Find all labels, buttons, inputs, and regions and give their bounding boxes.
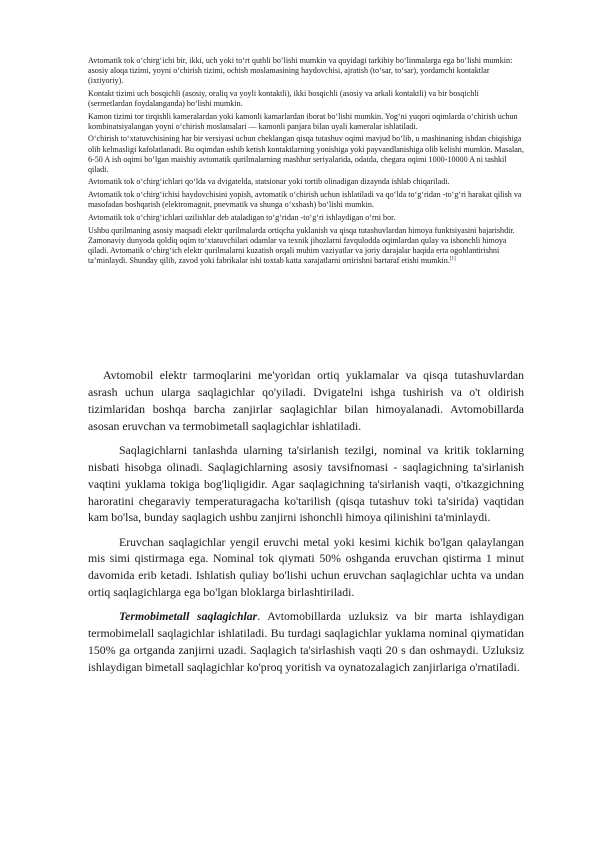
main-text-block [88, 367, 524, 683]
small-paragraph: Avtomatik tok o‘chirg‘ichisi haydovchisini yopish, avtomatik o‘chirish uchun ishlatiladi va qo‘lda to‘g‘ridan -to‘g‘ri harakat qilish va masofadan boshqarish (elektromagnit, pnevmatik va shunga o‘xshash) bo‘lishi mumkin. [88, 190, 522, 210]
small-paragraph: Kontakt tizimi uch bosqichli (asosiy, oraliq va yoyli kontaktli), ikki bosqichli (asosiy va arkali kontaktli) va bir bosqichli (sermetlardan foydalanganda) bo‘lishi mumkin. [88, 88, 479, 108]
body-paragraph-2: Saqlagichlarni tanlashda ularning ta'sirlanish tezilgi, nominal va kritik toklarning nisbati hisobga olinadi. Saqlagichlarning asosiy tavsifnomasi - saqlagichning ta'sirlanish vaqtini yuklama tokiga bog'liqligidir. Agar saqlagichning ta'sirlanish vaqti, o'tkazgichning haroratini chegaraviy temperaturagacha ko'tarilish (qisqa tutashuv toki ta'sirida) vaqtidan kam bo'lsa, bunday saqlagich ushbu zanjirni ishonchli himoya qilinishini ta'minlaydi. [88, 442, 524, 525]
small-paragraph: Avtomatik tok o‘chirg‘ichi bir, ikki, uch yoki to‘rt qutbli bo‘lishi mumkin va quyidagi tarkibiy bo‘linmalarga ega bo‘lishi mumkin: asosiy aloqa tizimi, yoyni o‘chirish tizimi, ochish moslamasining haydovchisi, ajratish (to‘sar, to‘sar), yordamchi kontaktlar (ixtiyoriy). [88, 56, 513, 86]
small-paragraph: O‘chirish to‘xtatuvchisining har bir versiyasi uchun cheklangan qisqa tutashuv oqimi mavjud bo‘lib, u mashinaning ishdan chiqishiga olib kelmasligi kafolatlanadi. Bu oqimdan oshib ketish kontaktlarning yonishiga yoki payvandlanishiga olib kelishi mumkin. Masalan, 6-50 A ish oqimi bo‘lgan maishiy avtomatik qurilmalarning mashhur seriyalarida, odatda, chegara oqimi 1000-10000 A ni tashkil qiladi. [88, 134, 524, 174]
small-paragraph: Avtomatik tok o‘chirg‘ichlari qo‘lda va dvigatelda, statsionar yoki tortib olinadigan dizaynda ishlab chiqariladi. [88, 177, 450, 187]
small-paragraph: Avtomatik tok o‘chirg‘ichlari uzilishlar deb ataladigan to‘g‘ridan -to‘g‘ri ishlaydigan o‘rni bor. [88, 212, 396, 222]
body-paragraph-4-text: . Avtomobillarda uzluksiz va bir marta ishlaydigan termobimelall saqlagichlar ishlatiladi. Bu turdagi saqlagichlar yuklama nominal qiymatidan 150% ga ortganda zanjirni uzadi. Saqlagich ta'sirlashish vaqti 20 s dan oshmaydi. Uzluksiz ishlaydigan bimetall saqlagichlar ko'proq yoritish va oynatozalagich zanjirlariga o'rnatiladi. [88, 609, 524, 675]
body-paragraph-3: Eruvchan saqlagichlar yengil eruvchi metal yoki kesimi kichik bo'lgan qalaylangan mis simi qistirmaga ega. Nominal tok qiymati 50% oshganda eruvchan qistirma 1 minut davomida erib ketadi. Ishlatish quliay bo'lishi uchun eruvchan saqlagichlar uchta va undan ortiq saqlagichlarga ega bo'lgan bloklarga birlashtiriladi. [88, 534, 524, 600]
section-term: Termobimetall saqlagichlar [119, 609, 258, 624]
small-text-block [88, 56, 524, 269]
small-paragraph: Kamon tizimi tor tirqishli kameralardan yoki kamonli kamarlardan iborat bo‘lishi mumkin. Yog‘ni yuqori oqimlarda o‘chirish uchun kombinatsiyalangan yoyni o‘chirish moslamalari — kamonli panjara bilan uyali kameralar ishlatiladi. [88, 111, 518, 131]
small-paragraph-last [88, 226, 524, 266]
footnote-reference[interactable]: [1] [449, 256, 456, 262]
body-paragraph-1: Avtomobil elektr tarmoqlarini me'yoridan ortiq yuklamalar va qisqa tutashuvlardan asrash uchun ularga saqlagichlar qo'yiladi. Dvigatelni ishga tushirish va o't oldirish tizimlaridan boshqa barcha zanjirlar saqlagichlar bilan himoyalanadi. Avtomobillarda asosan eruvchan va termobimetall saqlagichlar ishlatiladi. [88, 368, 524, 433]
body-paragraph-4 [88, 608, 524, 676]
small-paragraph-text: Ushbu qurilmaning asosiy maqsadi elektr qurilmalarda ortiqcha yuklanish va qisqa tutashuvlardan himoya funktsiyasini bajarishdir. Zamonaviy dunyoda qoldiq oqim to‘xtatuvchilari odamlar va texnik jihozlarni favqulodda oqimlardan qulay va ishonchli himoya qiladi. Avtomatik o‘chirg‘ich elektr qurilmalarni kuzatish orqali muhim vaziyatlar va joriy darajalar haqida erta ogohlantirishni ta’minlaydi. Shunday qilib, zavod yoki fabrikalar ishi toxtab katta xarajatlarni ortirishni bartaraf etishi mumkin. [88, 225, 515, 265]
